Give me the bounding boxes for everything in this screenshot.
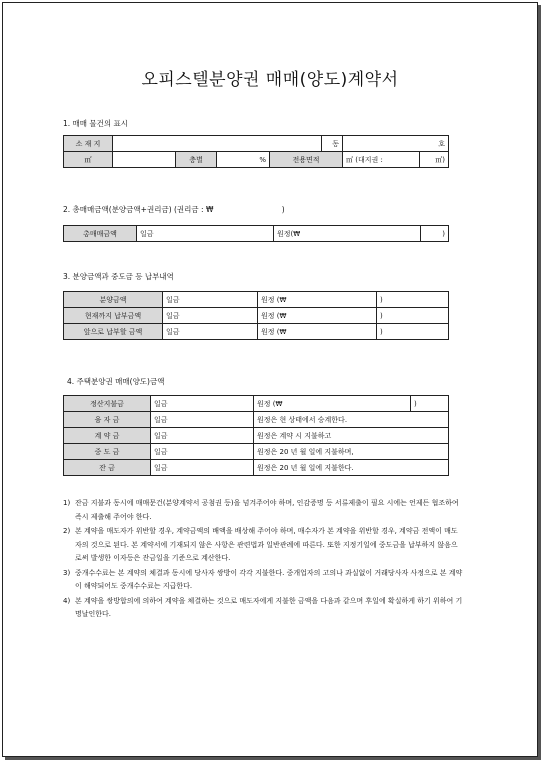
dong-label: 동 (322, 136, 343, 152)
sale-text[interactable]: 원정 (₩ (254, 396, 411, 412)
sale-label: 융 자 금 (64, 412, 151, 428)
sale-label: 계 약 금 (64, 428, 151, 444)
floor-label: 층별 (176, 152, 217, 168)
sale-won[interactable]: 일금 (151, 460, 254, 476)
sale-label: 정산지불금 (64, 396, 151, 412)
note-text: 중개수수료는 본 계약의 체결과 동시에 당사자 쌍방이 각각 지불한다. 중개업자의 고의나 과실없이 거래당사자 사정으로 본 계약이 해약되어도 중개수수료는 지급한다. (75, 568, 463, 590)
property-table (63, 135, 449, 168)
payment-close: ) (377, 292, 449, 308)
sale-text[interactable]: 원정은 현 상태에서 승계한다. (254, 412, 449, 428)
section3-heading: 3. 분양금액과 중도금 등 납부내역 (63, 272, 174, 281)
table-row (64, 324, 449, 340)
exclusive-area-label: 전용면적 (270, 152, 343, 168)
payment-won[interactable]: 일금 (163, 292, 258, 308)
note-text: 본 계약을 매도자가 위반할 경우, 계약금액의 배액을 배상해 주어야 하며, 매수자가 본 계약을 위반할 경우, 계약금 전액이 매도자의 것으로 된다. 본 계약서에 기재되지 않은 사항은 관련법과 일반관례에 따른다. 또한 지정기일에 중도금을 납부하지 않음으로써 발생한 이자등은 잔금일을 기준으로 계산한다. (75, 527, 458, 562)
section4-heading: 4. 주택분양권 매매(양도)금액 (67, 377, 165, 386)
total-amount-label: 총매매금액 (64, 226, 137, 242)
document-page (2, 2, 538, 757)
table-row (64, 308, 449, 324)
payment-label: 앞으로 납부할 금액 (64, 324, 163, 340)
payment-amount[interactable]: 원정 (₩ (258, 308, 377, 324)
section1-heading: 1. 매매 물건의 표시 (63, 119, 129, 128)
sale-label: 중 도 금 (64, 444, 151, 460)
sqm-label: ㎡ (64, 152, 113, 168)
sale-label: 잔 금 (64, 460, 151, 476)
total-amount-table (63, 225, 449, 242)
table-row (64, 292, 449, 308)
payment-close: ) (377, 308, 449, 324)
total-amount-won[interactable]: 일금 (137, 226, 274, 242)
note-number: 3) (63, 568, 71, 577)
sale-won[interactable]: 일금 (151, 412, 254, 428)
note-number: 1) (63, 499, 71, 507)
note-text: 본 계약을 쌍방합의에 의하여 계약을 체결하는 것으로 매도자에게 지불한 금액을 다음과 같으며 후일에 확실하게 하기 위하여 기명날인한다. (75, 596, 463, 618)
payment-label: 현재까지 납부금액 (64, 308, 163, 324)
ho-label: 호 (343, 136, 449, 152)
percent-value[interactable]: % (217, 152, 270, 168)
sale-won[interactable]: 일금 (151, 428, 254, 444)
sale-won[interactable]: 일금 (151, 444, 254, 460)
payment-won[interactable]: 일금 (163, 308, 258, 324)
land-share-value[interactable]: ㎡ (대지권 : (343, 152, 420, 168)
total-amount-value[interactable]: 원정(₩ (274, 226, 421, 242)
note-number: 4) (63, 596, 71, 605)
section2-heading-close: ) (281, 205, 285, 214)
list-item (63, 567, 463, 594)
notes-list (63, 497, 463, 623)
list-item (63, 595, 463, 622)
sale-text[interactable]: 원정은 계약 시 지불하고 (254, 428, 449, 444)
table-row (64, 428, 449, 444)
land-share-unit: ㎡) (420, 152, 449, 168)
payment-won[interactable]: 일금 (163, 324, 258, 340)
table-row (64, 444, 449, 460)
table-row (64, 396, 449, 412)
location-value[interactable] (113, 136, 322, 152)
total-amount-close: ) (421, 226, 449, 242)
sqm-value[interactable] (113, 152, 176, 168)
sale-amount-table (63, 395, 449, 476)
payment-amount[interactable]: 원정 (₩ (258, 292, 377, 308)
location-label: 소 재 지 (64, 136, 113, 152)
sale-won[interactable]: 일금 (151, 396, 254, 412)
payment-history-table (63, 291, 449, 340)
sale-close: ) (411, 396, 449, 412)
table-row (64, 412, 449, 428)
table-row (64, 460, 449, 476)
note-text: 잔금 지불과 동시에 매매문건(분양계약서 공첨권 등)을 넘겨주어야 하며, 인감증명 등 서류제출이 필요 시에는 언제든 협조하여 즉시 제출해 주어야 한다. (75, 499, 459, 521)
section2-heading-text: 2. 총매매금액(분양금액+권리금) (권리금 : ₩ (63, 205, 214, 214)
list-item (63, 497, 463, 524)
list-item (63, 525, 463, 566)
document-title: 오피스텔분양권 매매(양도)계약서 (141, 70, 399, 90)
sale-text[interactable]: 원정은 20 년 월 일에 지불하며, (254, 444, 449, 460)
payment-amount[interactable]: 원정 (₩ (258, 324, 377, 340)
section2-heading (63, 204, 285, 215)
payment-close: ) (377, 324, 449, 340)
payment-label: 분양금액 (64, 292, 163, 308)
note-number: 2) (63, 527, 71, 535)
sale-text[interactable]: 원정은 20 년 월 일에 지불한다. (254, 460, 449, 476)
